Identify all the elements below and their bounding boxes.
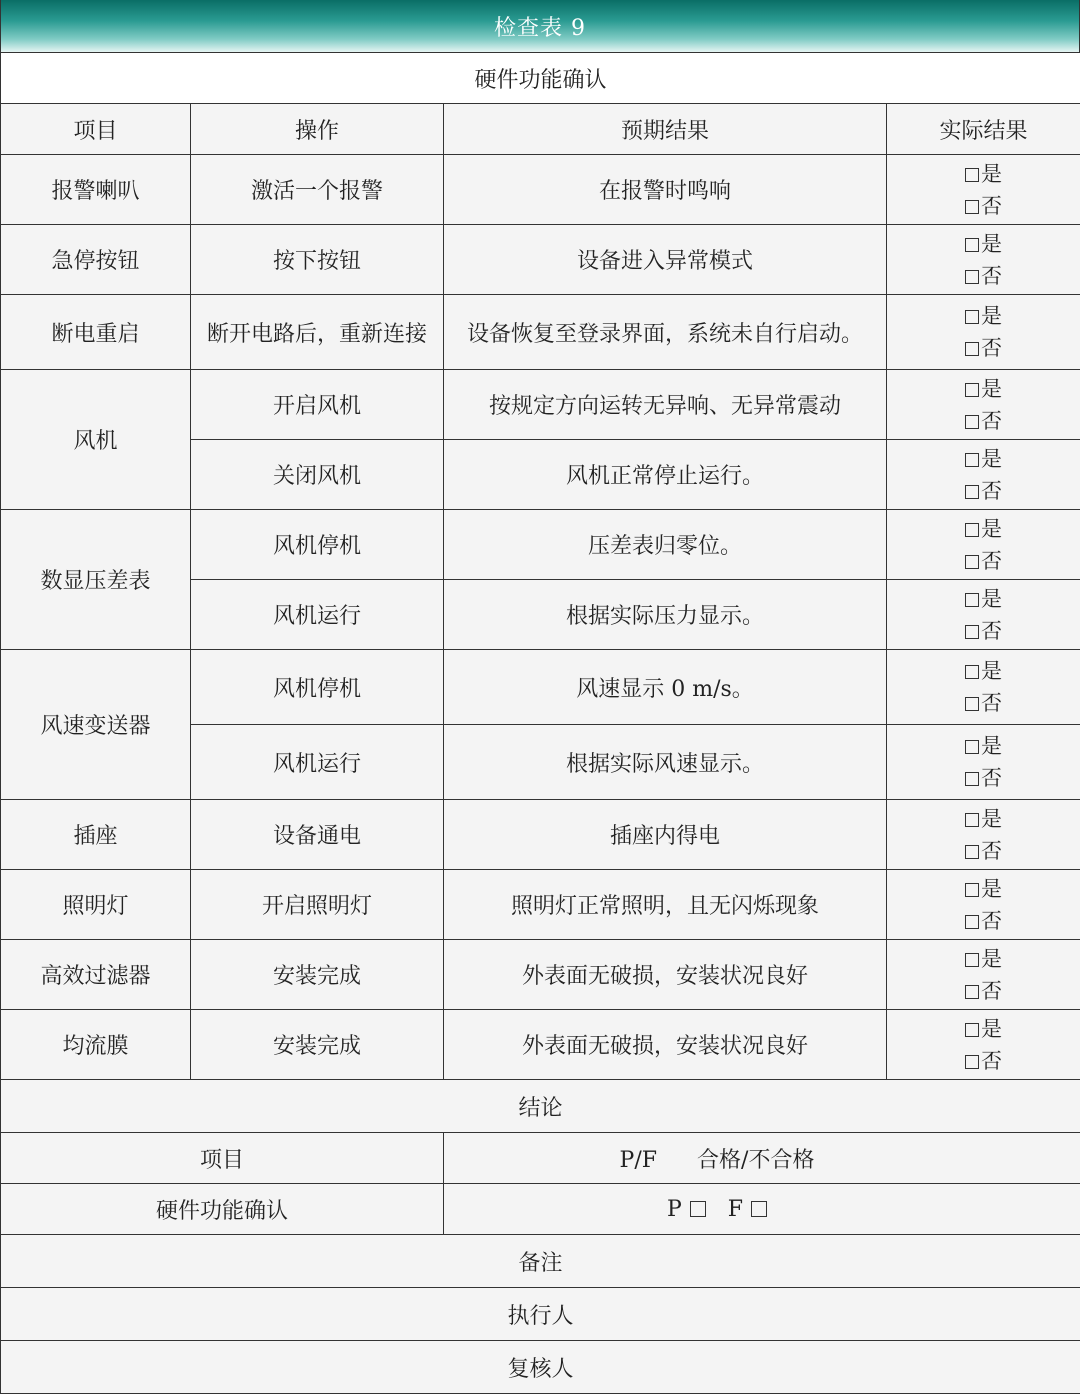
checkbox-icon[interactable] bbox=[965, 310, 979, 324]
checkbox-icon[interactable] bbox=[965, 555, 979, 569]
no-label: 否 bbox=[981, 478, 1002, 503]
checkbox-icon[interactable] bbox=[965, 238, 979, 252]
header-actual: 实际结果 bbox=[887, 104, 1080, 155]
row-expected: 设备恢复至登录界面，系统未自行启动。 bbox=[444, 295, 887, 370]
no-option[interactable] bbox=[887, 905, 1080, 937]
checklist-row bbox=[1, 510, 1080, 580]
checklist-row bbox=[1, 155, 1080, 225]
yes-label: 是 bbox=[981, 304, 1002, 328]
no-option[interactable] bbox=[887, 975, 1080, 1007]
actual-result-cell bbox=[887, 800, 1080, 870]
yes-label: 是 bbox=[981, 446, 1002, 471]
checklist-row bbox=[1, 800, 1080, 870]
yes-option[interactable] bbox=[887, 158, 1080, 190]
executor-field[interactable]: 执行人 bbox=[1, 1288, 1080, 1341]
actual-result-cell bbox=[887, 580, 1080, 650]
yes-label: 是 bbox=[981, 161, 1002, 186]
yes-option[interactable] bbox=[887, 443, 1080, 475]
conclusion-pf-cell bbox=[444, 1184, 1080, 1235]
checkbox-icon[interactable] bbox=[965, 168, 979, 182]
f-label: F bbox=[727, 1196, 744, 1222]
no-label: 否 bbox=[981, 336, 1002, 360]
pf-label: P/F bbox=[619, 1147, 658, 1173]
no-label: 否 bbox=[981, 193, 1002, 218]
f-checkbox[interactable] bbox=[751, 1201, 767, 1217]
row-expected: 插座内得电 bbox=[444, 800, 887, 870]
no-label: 否 bbox=[981, 1048, 1002, 1073]
row-expected: 照明灯正常照明，且无闪烁现象 bbox=[444, 870, 887, 940]
checkbox-icon[interactable] bbox=[965, 1055, 979, 1069]
checkbox-icon[interactable] bbox=[965, 270, 979, 284]
checkbox-icon[interactable] bbox=[965, 593, 979, 607]
checkbox-icon[interactable] bbox=[965, 915, 979, 929]
conclusion-row-item: 硬件功能确认 bbox=[1, 1184, 444, 1235]
no-option[interactable] bbox=[887, 615, 1080, 647]
row-operation: 设备通电 bbox=[191, 800, 444, 870]
yes-option[interactable] bbox=[887, 730, 1080, 762]
yes-option[interactable] bbox=[887, 1013, 1080, 1045]
checklist-row bbox=[1, 870, 1080, 940]
no-label: 否 bbox=[981, 766, 1002, 790]
checkbox-icon[interactable] bbox=[965, 813, 979, 827]
yes-label: 是 bbox=[981, 659, 1002, 683]
yes-option[interactable] bbox=[887, 583, 1080, 615]
no-label: 否 bbox=[981, 691, 1002, 715]
conclusion-title: 结论 bbox=[1, 1080, 1080, 1133]
row-operation: 按下按钮 bbox=[191, 225, 444, 295]
row-expected: 风机正常停止运行。 bbox=[444, 440, 887, 510]
actual-result-cell bbox=[887, 440, 1080, 510]
p-checkbox[interactable] bbox=[690, 1201, 706, 1217]
no-label: 否 bbox=[981, 838, 1002, 863]
no-label: 否 bbox=[981, 408, 1002, 433]
yes-option[interactable] bbox=[887, 943, 1080, 975]
yes-label: 是 bbox=[981, 734, 1002, 758]
no-option[interactable] bbox=[887, 405, 1080, 437]
yes-label: 是 bbox=[981, 946, 1002, 971]
reviewer-field[interactable]: 复核人 bbox=[1, 1341, 1080, 1394]
checklist-row bbox=[1, 225, 1080, 295]
row-item: 数显压差表 bbox=[1, 510, 191, 650]
yes-label: 是 bbox=[981, 376, 1002, 401]
checkbox-icon[interactable] bbox=[965, 697, 979, 711]
row-expected: 根据实际风速显示。 bbox=[444, 725, 887, 800]
row-expected: 设备进入异常模式 bbox=[444, 225, 887, 295]
checkbox-icon[interactable] bbox=[965, 523, 979, 537]
row-item: 高效过滤器 bbox=[1, 940, 191, 1010]
yes-option[interactable] bbox=[887, 513, 1080, 545]
no-option[interactable] bbox=[887, 260, 1080, 292]
row-expected: 外表面无破损，安装状况良好 bbox=[444, 1010, 887, 1080]
no-option[interactable] bbox=[887, 475, 1080, 507]
no-label: 否 bbox=[981, 908, 1002, 933]
row-item: 急停按钮 bbox=[1, 225, 191, 295]
checkbox-icon[interactable] bbox=[965, 485, 979, 499]
checklist-table bbox=[0, 52, 1080, 1394]
conclusion-col-pf bbox=[444, 1133, 1080, 1184]
yes-label: 是 bbox=[981, 1016, 1002, 1041]
actual-result-cell bbox=[887, 370, 1080, 440]
checkbox-icon[interactable] bbox=[965, 740, 979, 754]
row-expected: 按规定方向运转无异响、无异常震动 bbox=[444, 370, 887, 440]
row-operation: 安装完成 bbox=[191, 1010, 444, 1080]
checkbox-icon[interactable] bbox=[965, 772, 979, 786]
checklist-row bbox=[1, 650, 1080, 725]
yes-option[interactable] bbox=[887, 373, 1080, 405]
header-expected: 预期结果 bbox=[444, 104, 887, 155]
no-label: 否 bbox=[981, 263, 1002, 288]
checkbox-icon[interactable] bbox=[965, 883, 979, 897]
remarks-field[interactable]: 备注 bbox=[1, 1235, 1080, 1288]
checkbox-icon[interactable] bbox=[965, 625, 979, 639]
conclusion-col-item: 项目 bbox=[1, 1133, 444, 1184]
row-item: 断电重启 bbox=[1, 295, 191, 370]
page-title: 检查表 9 bbox=[0, 0, 1080, 52]
no-option[interactable] bbox=[887, 545, 1080, 577]
actual-result-cell bbox=[887, 725, 1080, 800]
yes-label: 是 bbox=[981, 806, 1002, 831]
checklist-row bbox=[1, 940, 1080, 1010]
row-operation: 安装完成 bbox=[191, 940, 444, 1010]
no-option[interactable] bbox=[887, 762, 1080, 794]
yes-label: 是 bbox=[981, 231, 1002, 256]
actual-result-cell bbox=[887, 155, 1080, 225]
row-expected: 风速显示 0 m/s。 bbox=[444, 650, 887, 725]
checkbox-icon[interactable] bbox=[965, 342, 979, 356]
row-operation: 风机停机 bbox=[191, 510, 444, 580]
pf-desc: 合格/不合格 bbox=[697, 1147, 815, 1173]
checkbox-icon[interactable] bbox=[965, 200, 979, 214]
checkbox-icon[interactable] bbox=[965, 953, 979, 967]
checkbox-icon[interactable] bbox=[965, 845, 979, 859]
row-operation: 开启照明灯 bbox=[191, 870, 444, 940]
row-operation: 开启风机 bbox=[191, 370, 444, 440]
yes-option[interactable] bbox=[887, 300, 1080, 332]
checkbox-icon[interactable] bbox=[965, 415, 979, 429]
row-operation: 激活一个报警 bbox=[191, 155, 444, 225]
no-label: 否 bbox=[981, 618, 1002, 643]
header-item: 项目 bbox=[1, 104, 191, 155]
row-operation: 断开电路后，重新连接 bbox=[191, 295, 444, 370]
row-item: 照明灯 bbox=[1, 870, 191, 940]
row-operation: 关闭风机 bbox=[191, 440, 444, 510]
yes-option[interactable] bbox=[887, 228, 1080, 260]
row-item: 均流膜 bbox=[1, 1010, 191, 1080]
no-label: 否 bbox=[981, 978, 1002, 1003]
section-subtitle: 硬件功能确认 bbox=[1, 53, 1080, 104]
row-operation: 风机运行 bbox=[191, 580, 444, 650]
no-option[interactable] bbox=[887, 190, 1080, 222]
row-item: 报警喇叭 bbox=[1, 155, 191, 225]
no-option[interactable] bbox=[887, 835, 1080, 867]
row-expected: 在报警时鸣响 bbox=[444, 155, 887, 225]
p-label: P bbox=[666, 1196, 682, 1222]
row-expected: 根据实际压力显示。 bbox=[444, 580, 887, 650]
no-option[interactable] bbox=[887, 332, 1080, 364]
checkbox-icon[interactable] bbox=[965, 453, 979, 467]
checkbox-icon[interactable] bbox=[965, 1023, 979, 1037]
yes-label: 是 bbox=[981, 586, 1002, 611]
yes-option[interactable] bbox=[887, 655, 1080, 687]
row-expected: 压差表归零位。 bbox=[444, 510, 887, 580]
yes-option[interactable] bbox=[887, 873, 1080, 905]
no-option[interactable] bbox=[887, 687, 1080, 719]
yes-label: 是 bbox=[981, 876, 1002, 901]
checkbox-icon[interactable] bbox=[965, 383, 979, 397]
row-expected: 外表面无破损，安装状况良好 bbox=[444, 940, 887, 1010]
actual-result-cell bbox=[887, 870, 1080, 940]
actual-result-cell bbox=[887, 295, 1080, 370]
row-item: 风机 bbox=[1, 370, 191, 510]
row-operation: 风机停机 bbox=[191, 650, 444, 725]
checkbox-icon[interactable] bbox=[965, 665, 979, 679]
no-option[interactable] bbox=[887, 1045, 1080, 1077]
no-label: 否 bbox=[981, 548, 1002, 573]
row-item: 风速变送器 bbox=[1, 650, 191, 800]
row-operation: 风机运行 bbox=[191, 725, 444, 800]
header-operation: 操作 bbox=[191, 104, 444, 155]
checklist-row bbox=[1, 295, 1080, 370]
actual-result-cell bbox=[887, 225, 1080, 295]
row-item: 插座 bbox=[1, 800, 191, 870]
yes-option[interactable] bbox=[887, 803, 1080, 835]
checklist-row bbox=[1, 370, 1080, 440]
checkbox-icon[interactable] bbox=[965, 985, 979, 999]
actual-result-cell bbox=[887, 650, 1080, 725]
actual-result-cell bbox=[887, 510, 1080, 580]
actual-result-cell bbox=[887, 1010, 1080, 1080]
checklist-row bbox=[1, 1010, 1080, 1080]
yes-label: 是 bbox=[981, 516, 1002, 541]
actual-result-cell bbox=[887, 940, 1080, 1010]
